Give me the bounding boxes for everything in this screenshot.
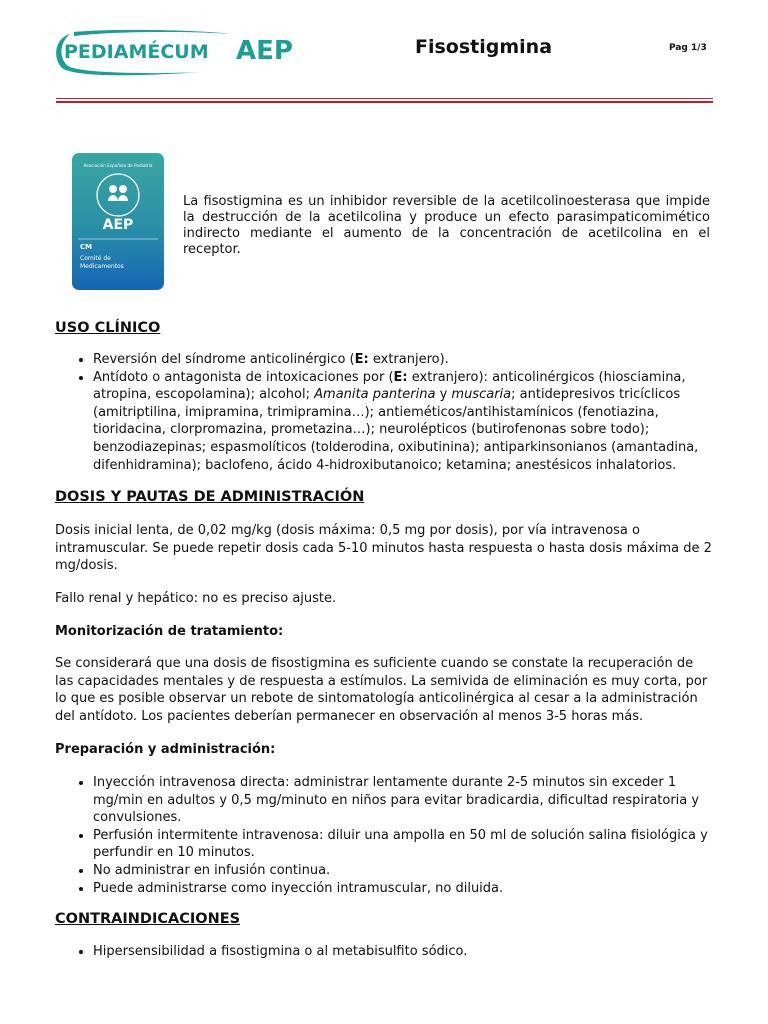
svg-text:AEP: AEP <box>236 36 293 66</box>
dosis-paragraph: Dosis inicial lenta, de 0,02 mg/kg (dosis máxima: 0,5 mg por dosis), por vía intravenosa o intramuscular. Se puede repetir dosis cada 5-10 minutos hasta respuesta o hasta dosis máxima de 2 mg/dosis. <box>55 523 712 574</box>
pediamecum-logo <box>52 28 302 78</box>
list-item: • Inyección intravenosa directa: administrar lentamente durante 2-5 minutos sin exceder 1 mg/min en adultos y 0,5 mg/minuto en niños para evitar bradicardia, dificultad respiratoria y convulsiones. <box>93 774 715 827</box>
svg-text:AEP: AEP <box>102 217 134 233</box>
svg-text:CM: CM <box>80 243 93 251</box>
header-rule <box>56 98 713 99</box>
fallo-renal-paragraph: Fallo renal y hepático: no es preciso ajuste. <box>55 590 337 606</box>
aep-committee-badge <box>72 153 164 290</box>
section-heading-uso-clinico: USO CLÍNICO <box>55 320 161 336</box>
list-item: • Hipersensibilidad a fisostigmina o al metabisulfito sódico. <box>93 943 715 961</box>
header-rule-thick <box>56 101 713 103</box>
svg-text:PEDIAMÉCUM: PEDIAMÉCUM <box>64 41 209 63</box>
section-heading-dosis: DOSIS Y PAUTAS DE ADMINISTRACIÓN <box>55 489 365 506</box>
list-item: • Perfusión intermitente intravenosa: diluir una ampolla en 50 ml de solución salina fisiológica y perfundir en 10 minutos. <box>93 827 715 862</box>
list-item: • Antídoto o antagonista de intoxicaciones por (E: extranjero): anticolinérgicos (hiosciamina, atropina, escopolamina); alcohol; Amanita panterina y muscaria; antidepresivos tricíclicos (amitriptilina, imipramina, trimipramina…); antieméticos/antihistamínicos (fenotiazina, tioridacina, clorpromazina, prometazina…); neurolépticos (butirofenonas sobre todo); benzodiazepinas; espasmolíticos (tolderodina, oxibutinina); antiparkinsonianos (amantadina, difenhidramina); baclofeno, ácido 4-hidroxibutanoico; ketamina; anestésicos inhalatorios. <box>93 369 715 475</box>
svg-text:Asociación Española de Pediatr: Asociación Española de Pediatría <box>83 163 153 168</box>
monitorizacion-heading: Monitorización de tratamiento: <box>55 623 284 639</box>
svg-text:Comité de: Comité de <box>80 255 111 262</box>
preparacion-list <box>55 774 715 897</box>
section-heading-contraindicaciones: CONTRAINDICACIONES <box>55 911 241 928</box>
main-content <box>55 318 715 961</box>
list-item: • Reversión del síndrome anticolinérgico (E: extranjero). <box>93 351 715 369</box>
list-item: • No administrar en infusión continua. <box>93 862 715 880</box>
list-item: • Puede administrarse como inyección intramuscular, no diluida. <box>93 880 715 898</box>
contraindicaciones-list <box>55 943 715 961</box>
preparacion-heading: Preparación y administración: <box>55 741 276 757</box>
uso-clinico-list <box>55 351 715 474</box>
intro-paragraph: La fisostigmina es un inhibidor reversible de la acetilcolinoesterasa que impide la destrucción de la acetilcolina y produce un efecto parasimpaticomimético indirecto mediante el aumento de la concentración de acetilcolina en el receptor. <box>183 194 710 257</box>
monitorizacion-paragraph: Se considerará que una dosis de fisostigmina es suficiente cuando se constate la recuperación de las capacidades mentales y de respuesta a estímulos. La semivida de eliminación es muy corta, por lo que es posible observar un rebote de sintomatología anticolinérgica al cesar a la administración del antídoto. Los pacientes deberían permanecer en observación al menos 3-5 horas más. <box>55 656 708 724</box>
page-number: Pag 1/3 <box>669 43 707 53</box>
page-header <box>0 0 768 110</box>
document-title: Fisostigmina <box>415 36 553 58</box>
svg-text:Medicamentos: Medicamentos <box>80 263 124 270</box>
